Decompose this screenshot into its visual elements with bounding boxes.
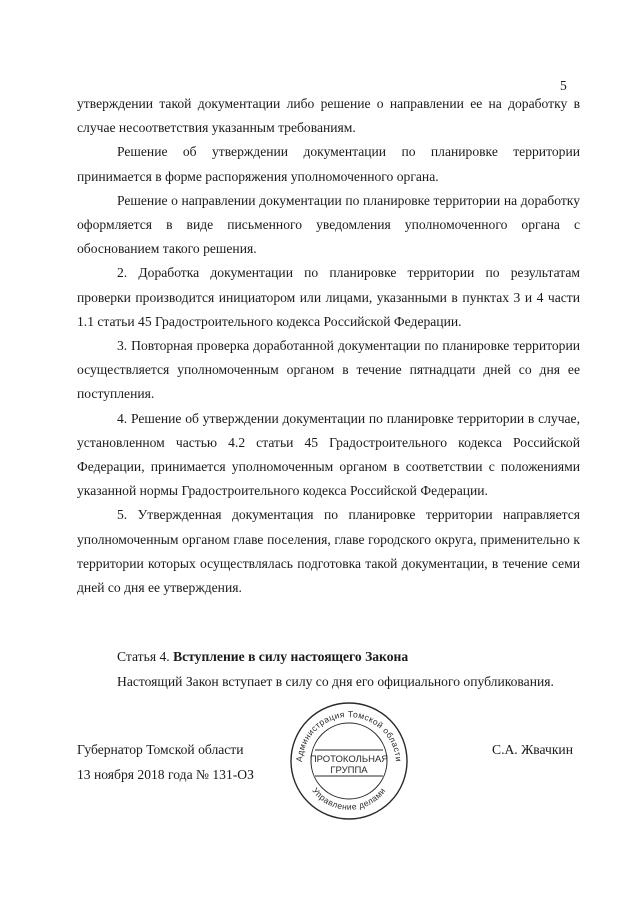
paragraph-rework-decision: Решение о направлении документации по планировке территории на доработку оформляется в виде письменного уведомления уполномоченного органа с обоснованием такого решения. <box>77 192 580 257</box>
article-title: Вступление в силу настоящего Закона <box>173 649 409 664</box>
paragraph-approval-decision: Решение об утверждении документации по планировке территории принимается в форме распоряжения уполномоченного органа. <box>77 144 580 184</box>
law-date-number: 13 ноября 2018 года № 131-ОЗ <box>77 767 254 782</box>
article-label: Статья 4. <box>117 649 170 664</box>
article-4 <box>117 645 587 694</box>
article-text: Настоящий Закон вступает в силу со дня его официального опубликования. <box>117 673 554 689</box>
paragraph-item-3: 3. Повторная проверка доработанной документации по планировке территории осуществляется уполномоченным органом в течение пятнадцати дней со дня ее поступления. <box>77 338 580 402</box>
stamp-bottom-text: Управление делами <box>310 785 388 812</box>
paragraph-item-4: 4. Решение об утверждении документации по планировке территории в случае, установленном частью 4.2 статьи 45 Градостроительного кодекса Российской Федерации, принимается уполномоченным органом в соответствии с положениями указанной нормы Градостроительного кодекса Российской Федерации. <box>77 410 580 499</box>
stamp-outer-text: Администрация Томской области <box>293 708 404 763</box>
stamp-seal-icon <box>288 700 410 822</box>
article-heading <box>117 645 587 670</box>
signatory-name: С.А. Жвачкин <box>492 742 573 757</box>
signatory-position: Губернатор Томской области <box>77 742 244 757</box>
stamp-line-2: ГРУППА <box>330 765 368 776</box>
paragraph-item-5: 5. Утвержденная документация по планировке территории направляется уполномоченным органом главе поселения, главе городского округа, применительно к территории которых осуществлялась подготовка такой документации, в течение семи дней со дня ее утверждения. <box>77 507 580 596</box>
document-body <box>77 92 580 600</box>
page-number: 5 <box>560 78 567 93</box>
stamp-line-1: ПРОТОКОЛЬНАЯ <box>309 754 389 765</box>
paragraph-continuation: утверждении такой документации либо решение о направлении ее на доработку в случае несоответствия указанным требованиям. <box>77 96 580 136</box>
paragraph-item-2: 2. Доработка документации по планировке территории по результатам проверки производится инициатором или лицами, указанными в пунктах 3 и 4 части 1.1 статьи 45 Градостроительного кодекса Российской Федерации. <box>77 265 580 329</box>
official-stamp <box>288 700 410 822</box>
